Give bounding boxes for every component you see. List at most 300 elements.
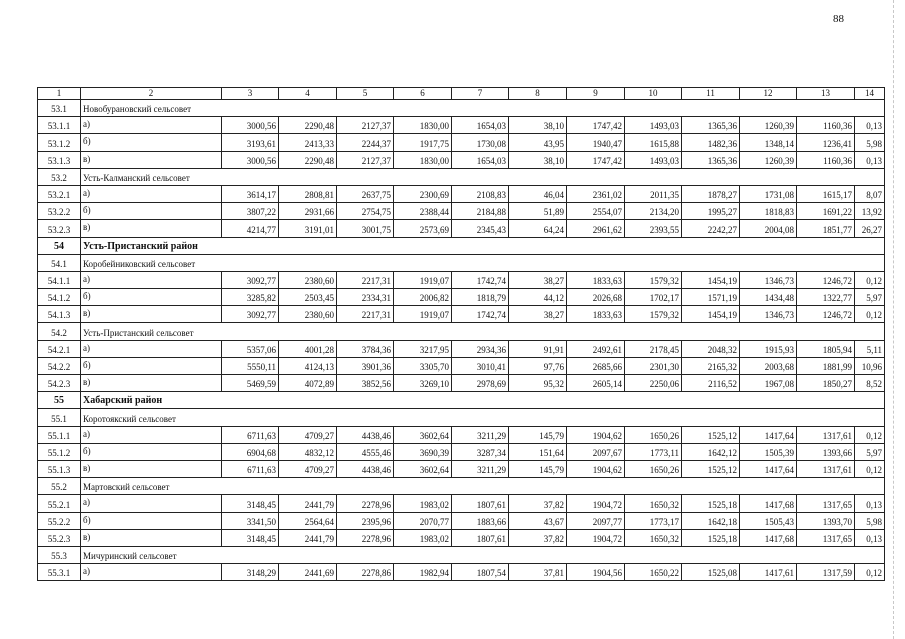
value-cell: 3001,75 (337, 220, 394, 237)
header-cell: 11 (682, 88, 740, 100)
value-cell: 2278,96 (337, 495, 394, 512)
value-cell: 4124,13 (279, 357, 337, 374)
section-row (38, 168, 885, 185)
value-cell: 1260,39 (740, 117, 797, 134)
value-cell: 1246,72 (797, 271, 855, 288)
header-cell: 9 (567, 88, 625, 100)
value-cell: 2290,48 (279, 117, 337, 134)
value-cell: 0,13 (855, 151, 885, 168)
value-cell: 1493,03 (625, 151, 682, 168)
value-cell: 64,24 (509, 220, 567, 237)
header-cell: 14 (855, 88, 885, 100)
row-subtype: в) (81, 529, 222, 546)
value-cell: 1878,27 (682, 185, 740, 202)
value-cell: 3092,77 (222, 306, 279, 323)
value-cell: 1747,42 (567, 151, 625, 168)
value-cell: 1995,27 (682, 203, 740, 220)
value-cell: 4709,27 (279, 426, 337, 443)
value-cell: 0,13 (855, 117, 885, 134)
value-cell: 6711,63 (222, 426, 279, 443)
value-cell: 51,89 (509, 203, 567, 220)
value-cell: 2380,60 (279, 271, 337, 288)
value-cell: 1650,26 (625, 426, 682, 443)
value-cell: 1579,32 (625, 271, 682, 288)
table-row (38, 117, 885, 134)
value-cell: 1650,32 (625, 529, 682, 546)
value-cell: 2134,20 (625, 203, 682, 220)
value-cell: 2334,31 (337, 289, 394, 306)
row-id: 54.1.3 (38, 306, 81, 323)
value-cell: 1346,73 (740, 271, 797, 288)
value-cell: 1851,77 (797, 220, 855, 237)
value-cell: 2413,33 (279, 134, 337, 151)
row-subtype: а) (81, 271, 222, 288)
value-cell: 4001,28 (279, 340, 337, 357)
value-cell: 1642,18 (682, 512, 740, 529)
value-cell: 1317,65 (797, 529, 855, 546)
section-title: Мичуринский сельсовет (81, 546, 885, 563)
value-cell: 2097,67 (567, 443, 625, 460)
value-cell: 4072,89 (279, 375, 337, 392)
value-cell: 2573,69 (394, 220, 452, 237)
value-cell: 1417,64 (740, 426, 797, 443)
table-row (38, 220, 885, 237)
row-subtype: а) (81, 426, 222, 443)
value-cell: 2564,64 (279, 512, 337, 529)
value-cell: 1393,66 (797, 443, 855, 460)
value-cell: 1691,22 (797, 203, 855, 220)
value-cell: 37,82 (509, 495, 567, 512)
value-cell: 0,12 (855, 564, 885, 581)
table-row (38, 529, 885, 546)
value-cell: 1940,47 (567, 134, 625, 151)
row-subtype: б) (81, 203, 222, 220)
row-id: 55.1.1 (38, 426, 81, 443)
value-cell: 4709,27 (279, 460, 337, 477)
row-subtype: в) (81, 306, 222, 323)
value-cell: 37,81 (509, 564, 567, 581)
row-id: 53.2.1 (38, 185, 81, 202)
value-cell: 3852,56 (337, 375, 394, 392)
value-cell: 1904,62 (567, 460, 625, 477)
table-row (38, 426, 885, 443)
value-cell: 2242,27 (682, 220, 740, 237)
header-row (38, 88, 885, 100)
value-cell: 1731,08 (740, 185, 797, 202)
value-cell: 4555,46 (337, 443, 394, 460)
value-cell: 1805,94 (797, 340, 855, 357)
value-cell: 1967,08 (740, 375, 797, 392)
value-cell: 2503,45 (279, 289, 337, 306)
value-cell: 2934,36 (452, 340, 509, 357)
value-cell: 3287,34 (452, 443, 509, 460)
row-id: 54.1.1 (38, 271, 81, 288)
row-id: 53.1.2 (38, 134, 81, 151)
value-cell: 2244,37 (337, 134, 394, 151)
section-title: Коротоякский сельсовет (81, 409, 885, 426)
value-cell: 91,91 (509, 340, 567, 357)
table-row (38, 443, 885, 460)
value-cell: 1317,61 (797, 460, 855, 477)
row-id: 54.2.1 (38, 340, 81, 357)
value-cell: 2217,31 (337, 306, 394, 323)
row-id: 55.1 (38, 409, 81, 426)
value-cell: 3211,29 (452, 460, 509, 477)
section-title: Коробейниковский сельсовет (81, 254, 885, 271)
table-body (38, 88, 885, 581)
value-cell: 5,11 (855, 340, 885, 357)
value-cell: 1807,61 (452, 529, 509, 546)
value-cell: 1317,65 (797, 495, 855, 512)
row-subtype: б) (81, 512, 222, 529)
table-row (38, 460, 885, 477)
value-cell: 1833,63 (567, 271, 625, 288)
value-cell: 1482,36 (682, 134, 740, 151)
value-cell: 1773,11 (625, 443, 682, 460)
table-row (38, 203, 885, 220)
section-title: Усть-Пристанский сельсовет (81, 323, 885, 340)
value-cell: 1525,12 (682, 460, 740, 477)
section-row (38, 100, 885, 117)
value-cell: 2380,60 (279, 306, 337, 323)
value-cell: 46,04 (509, 185, 567, 202)
value-cell: 3690,39 (394, 443, 452, 460)
value-cell: 4832,12 (279, 443, 337, 460)
table-row (38, 185, 885, 202)
value-cell: 2127,37 (337, 117, 394, 134)
value-cell: 1830,00 (394, 117, 452, 134)
row-subtype: б) (81, 289, 222, 306)
value-cell: 2250,06 (625, 375, 682, 392)
value-cell: 2393,55 (625, 220, 682, 237)
row-id: 55 (38, 392, 81, 409)
value-cell: 97,76 (509, 357, 567, 374)
value-cell: 3285,82 (222, 289, 279, 306)
table-row (38, 340, 885, 357)
value-cell: 1260,39 (740, 151, 797, 168)
value-cell: 2290,48 (279, 151, 337, 168)
value-cell: 2961,62 (567, 220, 625, 237)
value-cell: 2492,61 (567, 340, 625, 357)
value-cell: 1983,02 (394, 495, 452, 512)
value-cell: 3614,17 (222, 185, 279, 202)
value-cell: 6904,68 (222, 443, 279, 460)
value-cell: 43,67 (509, 512, 567, 529)
row-id: 54.1.2 (38, 289, 81, 306)
page-number: 88 (833, 13, 844, 25)
value-cell: 3193,61 (222, 134, 279, 151)
value-cell: 2011,35 (625, 185, 682, 202)
value-cell: 1919,07 (394, 271, 452, 288)
header-cell: 6 (394, 88, 452, 100)
value-cell: 3000,56 (222, 151, 279, 168)
header-cell: 8 (509, 88, 567, 100)
row-subtype: в) (81, 151, 222, 168)
value-cell: 5,97 (855, 289, 885, 306)
section-row (38, 546, 885, 563)
row-id: 53.2.2 (38, 203, 81, 220)
value-cell: 2178,45 (625, 340, 682, 357)
value-cell: 2097,77 (567, 512, 625, 529)
header-cell: 2 (81, 88, 222, 100)
row-id: 55.2 (38, 478, 81, 495)
value-cell: 1654,03 (452, 151, 509, 168)
value-cell: 2808,81 (279, 185, 337, 202)
value-cell: 151,64 (509, 443, 567, 460)
value-cell: 1493,03 (625, 117, 682, 134)
value-cell: 3010,41 (452, 357, 509, 374)
value-cell: 1346,73 (740, 306, 797, 323)
value-cell: 26,27 (855, 220, 885, 237)
row-id: 54.2.2 (38, 357, 81, 374)
value-cell: 0,12 (855, 460, 885, 477)
value-cell: 1982,94 (394, 564, 452, 581)
value-cell: 1317,61 (797, 426, 855, 443)
table-row (38, 564, 885, 581)
value-cell: 38,10 (509, 151, 567, 168)
header-cell: 4 (279, 88, 337, 100)
value-cell: 3217,95 (394, 340, 452, 357)
value-cell: 1454,19 (682, 271, 740, 288)
table-row (38, 134, 885, 151)
value-cell: 1917,75 (394, 134, 452, 151)
value-cell: 1246,72 (797, 306, 855, 323)
value-cell: 3148,45 (222, 495, 279, 512)
value-cell: 1747,42 (567, 117, 625, 134)
value-cell: 2070,77 (394, 512, 452, 529)
page-edge-line (893, 0, 894, 639)
value-cell: 8,52 (855, 375, 885, 392)
value-cell: 5,97 (855, 443, 885, 460)
header-cell: 3 (222, 88, 279, 100)
value-cell: 4438,46 (337, 426, 394, 443)
value-cell: 1434,48 (740, 289, 797, 306)
value-cell: 1818,79 (452, 289, 509, 306)
row-id: 54.1 (38, 254, 81, 271)
row-subtype: б) (81, 134, 222, 151)
table-row (38, 289, 885, 306)
value-cell: 6711,63 (222, 460, 279, 477)
value-cell: 3092,77 (222, 271, 279, 288)
value-cell: 3211,29 (452, 426, 509, 443)
value-cell: 2685,66 (567, 357, 625, 374)
value-cell: 1615,88 (625, 134, 682, 151)
value-cell: 1742,74 (452, 271, 509, 288)
row-id: 55.3 (38, 546, 81, 563)
row-id: 53.2.3 (38, 220, 81, 237)
value-cell: 145,79 (509, 460, 567, 477)
value-cell: 1919,07 (394, 306, 452, 323)
value-cell: 0,12 (855, 271, 885, 288)
value-cell: 1818,83 (740, 203, 797, 220)
value-cell: 3269,10 (394, 375, 452, 392)
value-cell: 0,12 (855, 306, 885, 323)
value-cell: 3191,01 (279, 220, 337, 237)
table-row (38, 495, 885, 512)
section-title: Новобурановский сельсовет (81, 100, 885, 117)
row-subtype: в) (81, 460, 222, 477)
row-subtype: а) (81, 340, 222, 357)
value-cell: 1454,19 (682, 306, 740, 323)
value-cell: 1904,62 (567, 426, 625, 443)
section-row (38, 254, 885, 271)
value-cell: 1393,70 (797, 512, 855, 529)
section-row (38, 409, 885, 426)
district-row (38, 392, 885, 409)
value-cell: 4438,46 (337, 460, 394, 477)
row-subtype: б) (81, 443, 222, 460)
value-cell: 0,12 (855, 426, 885, 443)
value-cell: 2605,14 (567, 375, 625, 392)
row-id: 53.1 (38, 100, 81, 117)
district-title: Усть-Пристанский район (81, 237, 885, 254)
row-id: 54 (38, 237, 81, 254)
value-cell: 13,92 (855, 203, 885, 220)
table-row (38, 375, 885, 392)
value-cell: 1642,12 (682, 443, 740, 460)
header-cell: 10 (625, 88, 682, 100)
value-cell: 10,96 (855, 357, 885, 374)
row-id: 55.2.2 (38, 512, 81, 529)
value-cell: 1615,17 (797, 185, 855, 202)
value-cell: 1160,36 (797, 117, 855, 134)
row-subtype: а) (81, 185, 222, 202)
value-cell: 2361,02 (567, 185, 625, 202)
value-cell: 1807,54 (452, 564, 509, 581)
value-cell: 3784,36 (337, 340, 394, 357)
value-cell: 1833,63 (567, 306, 625, 323)
value-cell: 1850,27 (797, 375, 855, 392)
table-row (38, 151, 885, 168)
value-cell: 3000,56 (222, 117, 279, 134)
value-cell: 1579,32 (625, 306, 682, 323)
row-id: 53.2 (38, 168, 81, 185)
value-cell: 1650,22 (625, 564, 682, 581)
value-cell: 2003,68 (740, 357, 797, 374)
value-cell: 5,98 (855, 512, 885, 529)
value-cell: 2108,83 (452, 185, 509, 202)
value-cell: 1730,08 (452, 134, 509, 151)
value-cell: 2554,07 (567, 203, 625, 220)
value-cell: 0,13 (855, 495, 885, 512)
row-subtype: в) (81, 375, 222, 392)
value-cell: 1654,03 (452, 117, 509, 134)
value-cell: 2004,08 (740, 220, 797, 237)
value-cell: 2441,79 (279, 495, 337, 512)
value-cell: 2441,69 (279, 564, 337, 581)
row-id: 54.2.3 (38, 375, 81, 392)
value-cell: 2048,32 (682, 340, 740, 357)
district-title: Хабарский район (81, 392, 885, 409)
value-cell: 2301,30 (625, 357, 682, 374)
table-row (38, 271, 885, 288)
section-title: Мартовский сельсовет (81, 478, 885, 495)
value-cell: 1650,26 (625, 460, 682, 477)
value-cell: 38,10 (509, 117, 567, 134)
value-cell: 1160,36 (797, 151, 855, 168)
value-cell: 1904,56 (567, 564, 625, 581)
value-cell: 1742,74 (452, 306, 509, 323)
value-cell: 2388,44 (394, 203, 452, 220)
value-cell: 1236,41 (797, 134, 855, 151)
value-cell: 43,95 (509, 134, 567, 151)
row-id: 55.1.2 (38, 443, 81, 460)
district-row (38, 237, 885, 254)
value-cell: 2026,68 (567, 289, 625, 306)
value-cell: 1525,12 (682, 426, 740, 443)
tariff-table (37, 87, 885, 581)
value-cell: 145,79 (509, 426, 567, 443)
value-cell: 3341,50 (222, 512, 279, 529)
value-cell: 2395,96 (337, 512, 394, 529)
header-cell: 1 (38, 88, 81, 100)
value-cell: 1983,02 (394, 529, 452, 546)
value-cell: 38,27 (509, 306, 567, 323)
value-cell: 8,07 (855, 185, 885, 202)
value-cell: 1571,19 (682, 289, 740, 306)
row-subtype: а) (81, 495, 222, 512)
value-cell: 2184,88 (452, 203, 509, 220)
value-cell: 2217,31 (337, 271, 394, 288)
value-cell: 2006,82 (394, 289, 452, 306)
value-cell: 1650,32 (625, 495, 682, 512)
value-cell: 5357,06 (222, 340, 279, 357)
row-subtype: а) (81, 564, 222, 581)
value-cell: 37,82 (509, 529, 567, 546)
value-cell: 1883,66 (452, 512, 509, 529)
value-cell: 2931,66 (279, 203, 337, 220)
value-cell: 1365,36 (682, 117, 740, 134)
value-cell: 2278,86 (337, 564, 394, 581)
value-cell: 2165,32 (682, 357, 740, 374)
row-id: 53.1.1 (38, 117, 81, 134)
value-cell: 1702,17 (625, 289, 682, 306)
value-cell: 3901,36 (337, 357, 394, 374)
row-id: 55.2.1 (38, 495, 81, 512)
table-row (38, 357, 885, 374)
value-cell: 1525,18 (682, 495, 740, 512)
value-cell: 1904,72 (567, 495, 625, 512)
value-cell: 1348,14 (740, 134, 797, 151)
value-cell: 3305,70 (394, 357, 452, 374)
value-cell: 2127,37 (337, 151, 394, 168)
row-subtype: б) (81, 357, 222, 374)
header-cell: 12 (740, 88, 797, 100)
value-cell: 3807,22 (222, 203, 279, 220)
header-cell: 5 (337, 88, 394, 100)
value-cell: 1317,59 (797, 564, 855, 581)
value-cell: 2345,43 (452, 220, 509, 237)
value-cell: 1365,36 (682, 151, 740, 168)
value-cell: 5469,59 (222, 375, 279, 392)
value-cell: 3602,64 (394, 426, 452, 443)
row-id: 54.2 (38, 323, 81, 340)
value-cell: 2116,52 (682, 375, 740, 392)
header-cell: 7 (452, 88, 509, 100)
value-cell: 38,27 (509, 271, 567, 288)
value-cell: 1417,68 (740, 529, 797, 546)
value-cell: 1525,08 (682, 564, 740, 581)
value-cell: 0,13 (855, 529, 885, 546)
table-row (38, 512, 885, 529)
value-cell: 3148,29 (222, 564, 279, 581)
value-cell: 1773,17 (625, 512, 682, 529)
value-cell: 1807,61 (452, 495, 509, 512)
value-cell: 2754,75 (337, 203, 394, 220)
value-cell: 5,98 (855, 134, 885, 151)
table-row (38, 306, 885, 323)
value-cell: 2978,69 (452, 375, 509, 392)
